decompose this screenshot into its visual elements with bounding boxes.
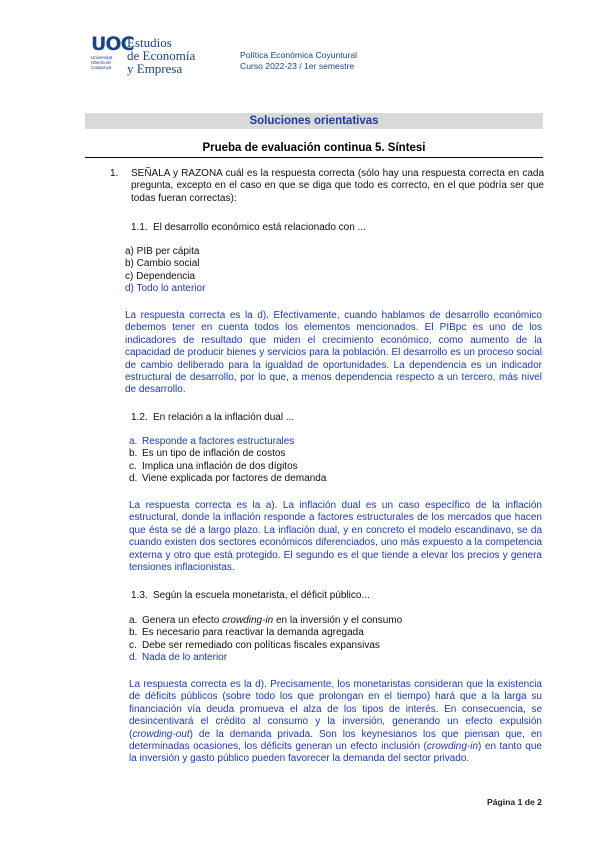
option xyxy=(129,640,402,652)
option-label: Genera un efecto xyxy=(142,615,223,626)
q11-options xyxy=(125,246,205,296)
answer-text: La respuesta correcta es la d). Precisamente, los monetaristas consideran que la existencia de déficits públicos (sobre todo los que prolongan en el tiempo) hará que a la larga su financiación vía deuda promueva el alza de los tipos de interés. En consecuencia, se desincentivará el crédito al consumo y la inversión, generando un efecto expulsión ( xyxy=(129,679,542,740)
q11-text: El desarrollo económico está relacionado con ... xyxy=(153,222,366,233)
q11-answer: La respuesta correcta es la d). Efectivamente, cuando hablamos de desarrollo económico debemos tener en cuenta todos los elementos mencionados. El PIBpc es uno de los indicadores de resultado que miden el crecimiento económico, como aumento de la capacidad de producir bienes y servicios para la población. El desarrollo es un proceso social de cambio deliberado para la igualdad de oportunidades. La dependencia es un indicador estructural de desarrollo, por lo que, a menos dependencia respecto a un tercero, más nivel de desarrollo. xyxy=(125,310,542,396)
logo-mark: UOC xyxy=(91,33,134,55)
option: c) Dependencia xyxy=(125,270,196,282)
option xyxy=(129,627,402,639)
option-letter: a. xyxy=(129,615,138,626)
q13-number: 1.3. xyxy=(131,590,148,601)
option-emphasis: crowding-in xyxy=(222,615,274,626)
option xyxy=(129,473,326,485)
q13-answer xyxy=(129,679,542,766)
option-letter: b. xyxy=(129,448,138,460)
q1-text: SEÑALA y RAZONA cuál es la respuesta correcta (sólo hay una respuesta correcta en cada pregunta, excepto en el caso en que se diga que todo es correcto, en el que podría ser que todas fueran correctas): xyxy=(131,168,544,204)
answer-text: ) de la demanda privada. Son los keynesianos los que piensan que, en determinadas ocasiones, los déficits generan un efecto inclusión ( xyxy=(129,728,542,753)
option-letter: d. xyxy=(129,473,138,485)
option-label: Es necesario para reactivar la demanda agregada xyxy=(142,627,364,639)
q12-number: 1.2. xyxy=(131,412,148,423)
option-label: Viene explicada por factores de demanda xyxy=(142,473,327,485)
test-title: Prueba de evaluación continua 5. Síntesi xyxy=(202,142,426,154)
option-letter: a. xyxy=(129,436,138,447)
logo-subtitle: Universitat Oberta de Catalunya xyxy=(91,55,113,70)
uoc-logo xyxy=(91,33,134,80)
q13-options xyxy=(129,615,402,665)
q12-answer: La respuesta correcta es la a). La inflación dual es un caso específico de la inflación estructural, donde la inflación responde a factores estructurales de los mercados que hacen que ésta se dé a largo plazo. La inflación dual, y en concreto el modelo escandinavo, se da cuando existen dos sectores económicos diferenciados, uno más expuesto a la competencia externa y otro que está protegido. El segundo es el que tiende a elevar los precios y genera tensiones inflacionistas. xyxy=(129,500,542,574)
option xyxy=(129,461,326,473)
option-letter: d. xyxy=(129,652,138,664)
course-info xyxy=(240,50,357,72)
q12-text: En relación a la inflación dual ... xyxy=(153,412,295,423)
option-letter: b. xyxy=(129,627,138,639)
faculty-line: de Economía xyxy=(127,48,196,63)
q11-number: 1.1. xyxy=(131,222,148,233)
option-label: Es un tipo de inflación de costos xyxy=(142,448,286,460)
option-label: Implica una inflación de dos dígitos xyxy=(142,460,298,472)
option-letter: c. xyxy=(129,460,137,472)
option-correct: d) Todo lo anterior xyxy=(125,283,206,295)
option-correct xyxy=(129,652,402,664)
option xyxy=(129,615,402,627)
q13-text: Según la escuela monetarista, el déficit público... xyxy=(153,590,370,601)
option: a) PIB per cápita xyxy=(125,246,200,257)
answer-emphasis: crowding-in xyxy=(426,741,479,753)
q1-number: 1. xyxy=(110,168,119,179)
title-divider xyxy=(85,157,543,158)
q12-options xyxy=(129,436,326,486)
page-number: Página 1 de 2 xyxy=(487,797,542,807)
answer-text: ) en tanto que la inversión y gasto público pueden favorecer la demanda del sector privado. xyxy=(129,741,542,765)
answer-emphasis: crowding-out xyxy=(132,728,190,740)
faculty-name xyxy=(127,36,195,75)
faculty-line: Estudios xyxy=(127,35,172,50)
option-label: Debe ser remediado con políticas fiscales expansivas xyxy=(142,639,380,651)
option-label-tail: en la inversión y el consumo xyxy=(273,615,403,626)
option-correct xyxy=(129,436,326,448)
option xyxy=(129,448,326,460)
option: b) Cambio social xyxy=(125,258,200,270)
option-label: Responde a factores estructurales xyxy=(142,436,295,447)
course-term: Curso 2022-23 / 1er semestre xyxy=(240,61,355,71)
course-name: Política Económica Coyuntural xyxy=(240,50,358,60)
option-letter: c. xyxy=(129,639,137,651)
solutions-title: Soluciones orientativas xyxy=(249,115,379,127)
option-label: Nada de lo anterior xyxy=(142,652,228,664)
faculty-line: y Empresa xyxy=(127,61,183,76)
